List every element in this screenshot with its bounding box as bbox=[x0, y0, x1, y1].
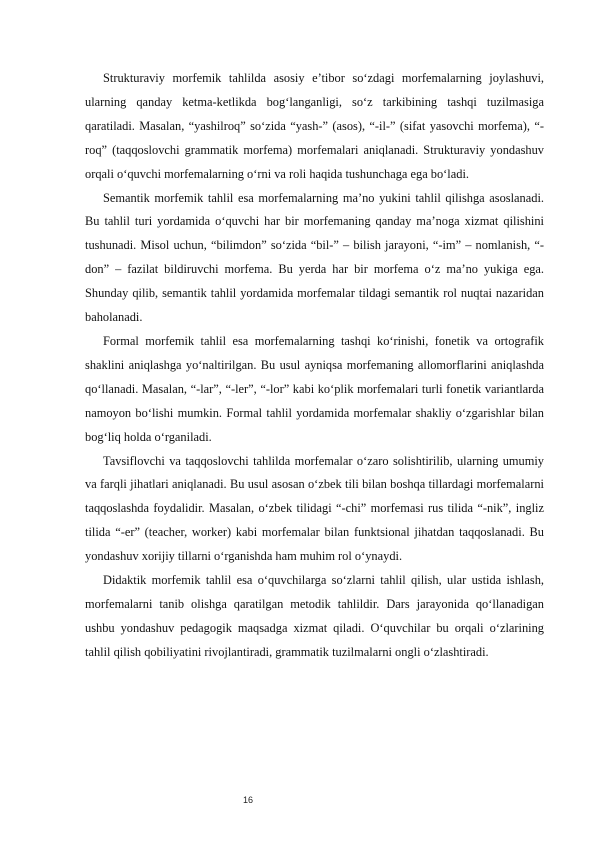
document-page bbox=[85, 67, 544, 665]
paragraph-comparative-analysis: Tavsiflovchi va taqqoslovchi tahlilda morfemalar o‘zaro solishtirilib, ularning umumiy va farqli jihatlari aniqlanadi. Bu usul asosan o‘zbek tili bilan boshqa tillardagi morfemalarni taqqoslashda foydalidir. Masalan, o‘zbek tilidagi “-chi” morfemasi rus tilida “-nik”, ingliz tilida “-er” (teacher, worker) kabi morfemalar bilan funktsional jihatdan taqqoslanadi. Bu yondashuv xorijiy tillarni o‘rganishda ham muhim rol o‘ynaydi. bbox=[85, 453, 544, 564]
page-number: 16 bbox=[243, 795, 254, 805]
paragraph-didactic-analysis: Didaktik morfemik tahlil esa o‘quvchilarga so‘zlarni tahlil qilish, ular ustida ishlash, morfemalarni tanib olishga qaratilgan metodik tahlildir. Dars jarayonida qo‘llanadigan ushbu yondashuv pedagogik maqsadga xizmat qiladi. O‘quvchilar bu orqali o‘zlarining tahlil qilish qobiliyatini rivojlantiradi, grammatik tuzilmalarni ongli o‘zlashtiradi. bbox=[85, 573, 544, 659]
paragraph-structural-analysis: Strukturaviy morfemik tahlilda asosiy e’tibor so‘zdagi morfemalarning joylashuvi, ularning qanday ketma-ketlikda bog‘langanligi, so‘z tarkibining tashqi tuzilmasiga qaratiladi. Masalan, “yashilroq” so‘zida “yash-” (asos), “-il-” (sifat yasovchi morfema), “-roq” (taqqoslovchi grammatik morfema) morfemalari aniqlanadi. Strukturaviy yondashuv orqali o‘quvchi morfemalarning o‘rni va roli haqida tushunchaga ega bo‘ladi. bbox=[85, 71, 544, 181]
paragraph-semantic-analysis: Semantik morfemik tahlil esa morfemalarning ma’no yukini tahlil qilishga asoslanadi. Bu tahlil turi yordamida o‘quvchi har bir morfemaning qanday ma’noga xizmat qilishini tushunadi. Misol uchun, “bilimdon” so‘zida “bil-” – bilish jarayoni, “-im” – nomlanish, “-don” – fazilat bildiruvchi morfema. Bu yerda har bir morfema o‘z ma’no yukiga ega. Shunday qilib, semantik tahlil yordamida morfemalar tildagi semantik rol nuqtai nazaridan baholanadi. bbox=[85, 190, 544, 325]
paragraph-formal-analysis: Formal morfemik tahlil esa morfemalarning tashqi ko‘rinishi, fonetik va ortografik shaklini aniqlashga yo‘naltirilgan. Bu usul ayniqsa morfemaning allomorflarini aniqlashda qo‘llanadi. Masalan, “-lar”, “-ler”, “-lor” kabi ko‘plik morfemalari turli fonetik variantlarda namoyon bo‘lishi mumkin. Formal tahlil yordamida morfemalar shakliy o‘zgarishlar bilan bog‘liq holda o‘rganiladi. bbox=[85, 333, 544, 444]
